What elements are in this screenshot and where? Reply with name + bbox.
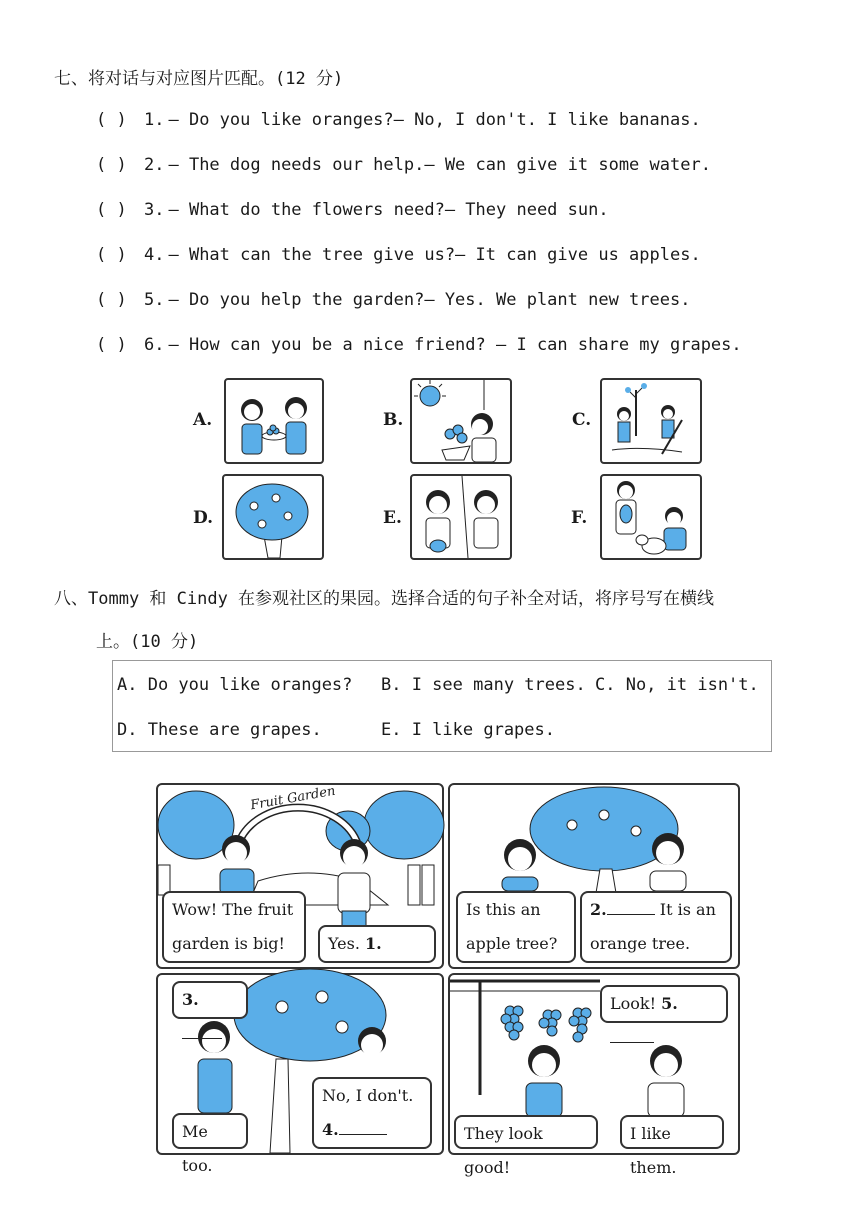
picture-e	[410, 474, 512, 560]
comic-panel-3	[156, 973, 444, 1175]
comic-panel-2	[448, 783, 740, 969]
option-a: A. Do you like oranges?	[117, 675, 353, 695]
picture-f	[600, 474, 702, 560]
bubble-text: I like them.	[630, 1124, 677, 1177]
picture-label-a: A.	[193, 410, 213, 430]
blank-number: 5.	[661, 994, 678, 1013]
bubble-text: It is an	[659, 900, 716, 919]
speech-bubble-p4-right	[620, 1115, 724, 1177]
comic-panel-1	[156, 783, 444, 969]
answer-blank[interactable]: ( )	[96, 335, 127, 355]
answer-blank[interactable]: ( )	[96, 290, 127, 310]
speech-bubble-p1-left	[162, 891, 306, 963]
bubble-text: They look good!	[464, 1124, 543, 1177]
answer-blank-2[interactable]	[607, 900, 655, 915]
picture-a	[224, 378, 324, 464]
blank-number: 4.	[322, 1120, 339, 1139]
question-text: — Do you like oranges?— No, I don't. I like bananas.	[168, 110, 701, 130]
answer-blank[interactable]: ( )	[96, 155, 127, 175]
question-number: 6.	[144, 335, 165, 355]
answer-blank[interactable]: ( )	[96, 110, 127, 130]
section8-title-line1: 八、Tommy 和 Cindy 在参观社区的果园。选择合适的句子补全对话，将序号写在横线	[54, 589, 715, 609]
picture-label-b: B.	[383, 410, 404, 430]
question-4	[96, 245, 701, 265]
question-3	[96, 200, 609, 220]
bubble-text: Yes.	[328, 934, 360, 953]
picture-d	[222, 474, 324, 560]
question-number: 4.	[144, 245, 165, 265]
blank-number: 3.	[182, 990, 199, 1009]
bubble-text: orange tree.	[590, 934, 691, 953]
picture-label-d: D.	[193, 508, 214, 528]
question-text: — The dog needs our help.— We can give it some water.	[168, 155, 711, 175]
fruit-garden-sign: Fruit Garden	[249, 783, 337, 814]
question-number: 5.	[144, 290, 165, 310]
question-1	[96, 110, 701, 130]
bubble-text: Wow! The fruit	[172, 900, 294, 919]
section8-title-line2: 上。(10 分)	[96, 632, 199, 652]
answer-blank-4[interactable]	[339, 1120, 387, 1135]
answer-blank-5[interactable]	[610, 1028, 654, 1043]
answer-blank[interactable]: ( )	[96, 245, 127, 265]
question-number: 2.	[144, 155, 165, 175]
question-text: — How can you be a nice friend? — I can share my grapes.	[168, 335, 742, 355]
answer-blank[interactable]: ( )	[96, 200, 127, 220]
question-5	[96, 290, 690, 310]
speech-bubble-p4-top	[600, 985, 728, 1023]
question-text: — Do you help the garden?— Yes. We plant new trees.	[168, 290, 691, 310]
question-number: 1.	[144, 110, 165, 130]
bubble-text: Look!	[610, 994, 657, 1013]
option-e: E. I like grapes.	[381, 720, 555, 740]
speech-bubble-p2-right	[580, 891, 732, 963]
picture-label-c: C.	[572, 410, 592, 430]
bubble-text: Is this an	[466, 900, 541, 919]
comic-panel-4	[448, 973, 740, 1177]
bubble-text: No, I don't.	[322, 1086, 414, 1105]
speech-bubble-p3-left	[172, 1113, 248, 1175]
picture-label-e: E.	[383, 508, 402, 528]
section7-title: 七、将对话与对应图片匹配。(12 分)	[54, 69, 344, 89]
speech-bubble-p2-left	[456, 891, 576, 963]
speech-bubble-p4-left	[454, 1115, 598, 1177]
option-c: C. No, it isn't.	[595, 675, 759, 695]
blank-number: 2.	[590, 900, 607, 919]
answer-blank-3[interactable]	[182, 1024, 222, 1039]
picture-c	[600, 378, 702, 464]
question-number: 3.	[144, 200, 165, 220]
picture-label-f: F.	[571, 508, 588, 528]
speech-bubble-p1-right	[318, 925, 436, 963]
picture-b	[410, 378, 512, 464]
question-6	[96, 335, 742, 355]
options-box	[112, 660, 772, 752]
bubble-text: apple tree?	[466, 934, 558, 953]
speech-bubble-p3-top	[172, 981, 248, 1019]
blank-number: 1.	[365, 934, 382, 953]
question-text: — What can the tree give us?— It can give us apples.	[168, 245, 701, 265]
option-b: B. I see many trees.	[381, 675, 586, 695]
bubble-text: garden is big!	[172, 934, 285, 953]
question-text: — What do the flowers need?— They need sun.	[168, 200, 609, 220]
speech-bubble-p3-right	[312, 1077, 432, 1149]
question-2	[96, 155, 711, 175]
bubble-text: Me too.	[182, 1122, 213, 1175]
option-d: D. These are grapes.	[117, 720, 322, 740]
